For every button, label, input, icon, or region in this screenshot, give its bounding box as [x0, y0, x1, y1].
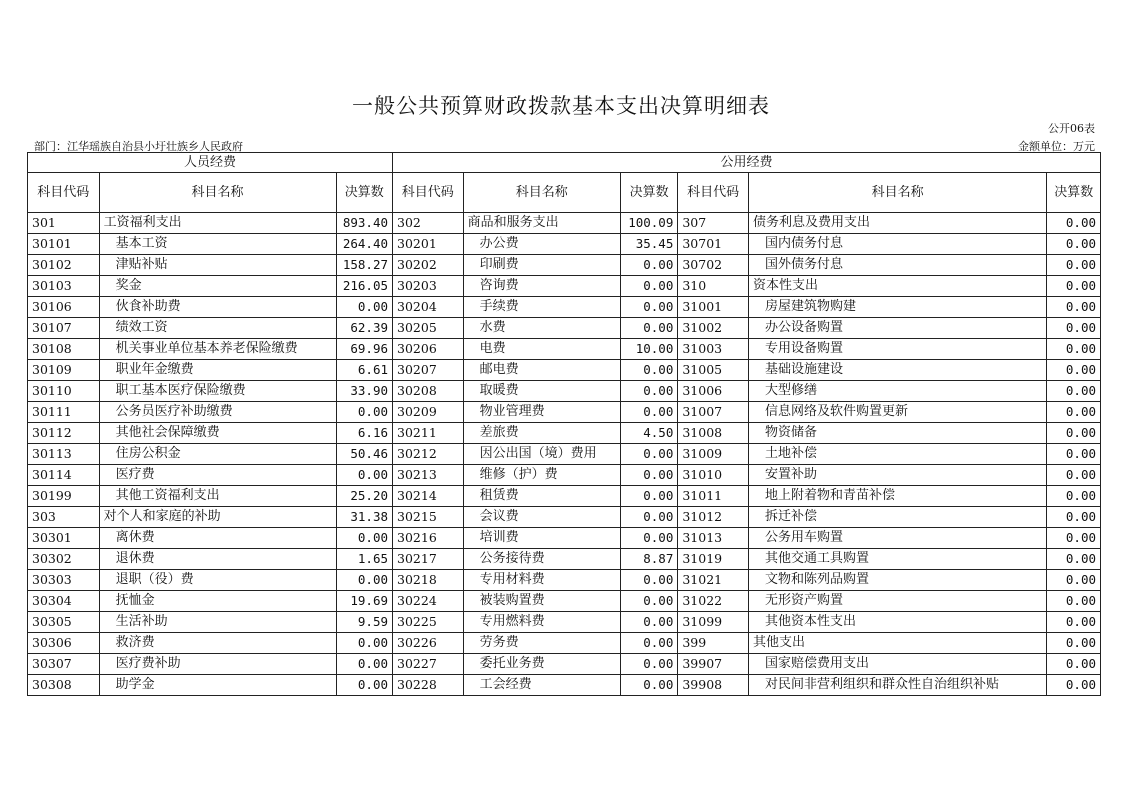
table-row [28, 213, 1101, 234]
cell-amount: 0.00 [336, 654, 392, 675]
cell-code: 39908 [678, 675, 749, 696]
cell-amount: 0.00 [1047, 402, 1101, 423]
cell-code: 30110 [28, 381, 100, 402]
cell-name: 抚恤金 [99, 591, 336, 612]
cell-code: 30209 [393, 402, 464, 423]
cell-amount: 0.00 [620, 297, 677, 318]
cell-name: 因公出国（境）费用 [463, 444, 620, 465]
table-row [28, 276, 1101, 297]
cell-amount: 0.00 [620, 612, 677, 633]
cell-code: 30301 [28, 528, 100, 549]
cell-name: 专用燃料费 [463, 612, 620, 633]
cell-name: 培训费 [463, 528, 620, 549]
cell-amount: 0.00 [1047, 213, 1101, 234]
cell-amount: 0.00 [620, 570, 677, 591]
cell-amount: 0.00 [620, 318, 677, 339]
cell-amount: 0.00 [620, 528, 677, 549]
cell-amount: 0.00 [1047, 318, 1101, 339]
cell-name: 工会经费 [463, 675, 620, 696]
cell-name: 公务用车购置 [748, 528, 1046, 549]
cell-amount: 1.65 [336, 549, 392, 570]
cell-code: 30225 [393, 612, 464, 633]
cell-name: 津贴补贴 [99, 255, 336, 276]
cell-amount: 0.00 [620, 402, 677, 423]
cell-amount: 0.00 [336, 570, 392, 591]
cell-name: 医疗费补助 [99, 654, 336, 675]
cell-name: 会议费 [463, 507, 620, 528]
cell-amount: 6.16 [336, 423, 392, 444]
table-row [28, 381, 1101, 402]
cell-code: 30202 [393, 255, 464, 276]
cell-name: 债务利息及费用支出 [748, 213, 1046, 234]
cell-amount: 0.00 [336, 402, 392, 423]
cell-name: 住房公积金 [99, 444, 336, 465]
cell-name: 专用设备购置 [748, 339, 1046, 360]
table-row [28, 507, 1101, 528]
cell-code: 31003 [678, 339, 749, 360]
cell-name: 大型修缮 [748, 381, 1046, 402]
cell-name: 其他支出 [748, 633, 1046, 654]
table-row [28, 234, 1101, 255]
cell-name: 公务员医疗补助缴费 [99, 402, 336, 423]
cell-amount: 9.59 [336, 612, 392, 633]
table-body [28, 213, 1101, 696]
cell-code: 30218 [393, 570, 464, 591]
cell-name: 邮电费 [463, 360, 620, 381]
col-header-code: 科目代码 [28, 173, 100, 213]
cell-name: 机关事业单位基本养老保险缴费 [99, 339, 336, 360]
cell-amount: 0.00 [620, 591, 677, 612]
cell-name: 取暖费 [463, 381, 620, 402]
cell-amount: 0.00 [1047, 528, 1101, 549]
cell-code: 30227 [393, 654, 464, 675]
cell-amount: 0.00 [620, 633, 677, 654]
cell-name: 劳务费 [463, 633, 620, 654]
col-header-code: 科目代码 [678, 173, 749, 213]
amount-unit-label: 金额单位：万元 [1018, 140, 1095, 153]
cell-amount: 0.00 [620, 255, 677, 276]
cell-code: 30111 [28, 402, 100, 423]
cell-amount: 0.00 [1047, 570, 1101, 591]
cell-amount: 0.00 [1047, 591, 1101, 612]
cell-name: 电费 [463, 339, 620, 360]
table-row [28, 297, 1101, 318]
cell-amount: 0.00 [620, 654, 677, 675]
cell-amount: 8.87 [620, 549, 677, 570]
cell-name: 职工基本医疗保险缴费 [99, 381, 336, 402]
cell-amount: 0.00 [1047, 339, 1101, 360]
cell-code: 30217 [393, 549, 464, 570]
cell-amount: 0.00 [1047, 360, 1101, 381]
cell-code: 31022 [678, 591, 749, 612]
cell-name: 文物和陈列品购置 [748, 570, 1046, 591]
cell-code: 301 [28, 213, 100, 234]
cell-code: 30305 [28, 612, 100, 633]
cell-name: 水费 [463, 318, 620, 339]
cell-amount: 264.40 [336, 234, 392, 255]
cell-code: 30102 [28, 255, 100, 276]
department-label: 部门：江华瑶族自治县小圩壮族乡人民政府 [34, 140, 243, 153]
cell-amount: 893.40 [336, 213, 392, 234]
cell-name: 伙食补助费 [99, 297, 336, 318]
cell-name: 物资储备 [748, 423, 1046, 444]
cell-name: 拆迁补偿 [748, 507, 1046, 528]
table-row [28, 444, 1101, 465]
cell-name: 工资福利支出 [99, 213, 336, 234]
cell-code: 30303 [28, 570, 100, 591]
cell-amount: 0.00 [1047, 612, 1101, 633]
cell-amount: 0.00 [1047, 297, 1101, 318]
cell-name: 被装购置费 [463, 591, 620, 612]
cell-code: 30214 [393, 486, 464, 507]
cell-name: 信息网络及软件购置更新 [748, 402, 1046, 423]
cell-amount: 0.00 [336, 297, 392, 318]
cell-amount: 4.50 [620, 423, 677, 444]
table-row [28, 339, 1101, 360]
table-row [28, 402, 1101, 423]
cell-amount: 0.00 [1047, 549, 1101, 570]
cell-code: 30226 [393, 633, 464, 654]
cell-name: 差旅费 [463, 423, 620, 444]
cell-code: 30224 [393, 591, 464, 612]
cell-code: 31011 [678, 486, 749, 507]
cell-code: 30114 [28, 465, 100, 486]
cell-code: 30304 [28, 591, 100, 612]
cell-code: 31005 [678, 360, 749, 381]
cell-code: 30702 [678, 255, 749, 276]
cell-amount: 0.00 [620, 360, 677, 381]
cell-code: 30201 [393, 234, 464, 255]
cell-name: 其他工资福利支出 [99, 486, 336, 507]
cell-amount: 0.00 [336, 633, 392, 654]
cell-name: 奖金 [99, 276, 336, 297]
cell-name: 资本性支出 [748, 276, 1046, 297]
cell-amount: 0.00 [1047, 444, 1101, 465]
form-number: 公开06表 [1048, 122, 1095, 135]
cell-amount: 6.61 [336, 360, 392, 381]
col-header-amount: 决算数 [1047, 173, 1101, 213]
table-row [28, 486, 1101, 507]
cell-amount: 33.90 [336, 381, 392, 402]
cell-name: 医疗费 [99, 465, 336, 486]
table-row [28, 549, 1101, 570]
cell-name: 对民间非营利组织和群众性自治组织补贴 [748, 675, 1046, 696]
table-row [28, 528, 1101, 549]
cell-code: 30101 [28, 234, 100, 255]
col-header-name: 科目名称 [463, 173, 620, 213]
cell-amount: 0.00 [620, 507, 677, 528]
cell-name: 物业管理费 [463, 402, 620, 423]
col-header-amount: 决算数 [620, 173, 677, 213]
cell-amount: 0.00 [1047, 465, 1101, 486]
cell-name: 咨询费 [463, 276, 620, 297]
cell-name: 房屋建筑物购建 [748, 297, 1046, 318]
cell-amount: 0.00 [1047, 276, 1101, 297]
cell-code: 31099 [678, 612, 749, 633]
cell-name: 委托业务费 [463, 654, 620, 675]
cell-name: 退休费 [99, 549, 336, 570]
table-row [28, 675, 1101, 696]
cell-code: 302 [393, 213, 464, 234]
cell-amount: 0.00 [620, 276, 677, 297]
cell-code: 30306 [28, 633, 100, 654]
cell-amount: 25.20 [336, 486, 392, 507]
cell-amount: 0.00 [1047, 381, 1101, 402]
cell-code: 31021 [678, 570, 749, 591]
table-row [28, 633, 1101, 654]
cell-code: 30208 [393, 381, 464, 402]
cell-name: 租赁费 [463, 486, 620, 507]
cell-name: 其他资本性支出 [748, 612, 1046, 633]
cell-code: 31001 [678, 297, 749, 318]
cell-code: 30701 [678, 234, 749, 255]
cell-amount: 100.09 [620, 213, 677, 234]
cell-name: 无形资产购置 [748, 591, 1046, 612]
cell-amount: 0.00 [336, 675, 392, 696]
cell-code: 30204 [393, 297, 464, 318]
cell-code: 30215 [393, 507, 464, 528]
cell-code: 30108 [28, 339, 100, 360]
cell-name: 基本工资 [99, 234, 336, 255]
group-header-personnel: 人员经费 [28, 153, 393, 173]
cell-name: 国家赔偿费用支出 [748, 654, 1046, 675]
group-header-public: 公用经费 [393, 153, 1101, 173]
cell-name: 地上附着物和青苗补偿 [748, 486, 1046, 507]
cell-code: 30308 [28, 675, 100, 696]
expenditure-detail-table [27, 152, 1101, 696]
cell-amount: 0.00 [1047, 633, 1101, 654]
cell-name: 商品和服务支出 [463, 213, 620, 234]
cell-amount: 0.00 [620, 675, 677, 696]
cell-code: 303 [28, 507, 100, 528]
cell-name: 公务接待费 [463, 549, 620, 570]
cell-name: 国外债务付息 [748, 255, 1046, 276]
cell-amount: 158.27 [336, 255, 392, 276]
cell-code: 31010 [678, 465, 749, 486]
cell-name: 其他交通工具购置 [748, 549, 1046, 570]
cell-name: 对个人和家庭的补助 [99, 507, 336, 528]
cell-code: 31013 [678, 528, 749, 549]
cell-code: 30207 [393, 360, 464, 381]
cell-name: 退职（役）费 [99, 570, 336, 591]
cell-code: 307 [678, 213, 749, 234]
col-header-name: 科目名称 [99, 173, 336, 213]
cell-amount: 10.00 [620, 339, 677, 360]
cell-code: 30109 [28, 360, 100, 381]
cell-code: 31002 [678, 318, 749, 339]
cell-amount: 0.00 [1047, 486, 1101, 507]
cell-amount: 0.00 [620, 486, 677, 507]
cell-code: 30302 [28, 549, 100, 570]
table-row [28, 570, 1101, 591]
cell-code: 30113 [28, 444, 100, 465]
cell-name: 基础设施建设 [748, 360, 1046, 381]
cell-name: 生活补助 [99, 612, 336, 633]
col-header-amount: 决算数 [336, 173, 392, 213]
cell-code: 30228 [393, 675, 464, 696]
cell-amount: 0.00 [620, 444, 677, 465]
cell-code: 30199 [28, 486, 100, 507]
cell-name: 其他社会保障缴费 [99, 423, 336, 444]
cell-code: 31008 [678, 423, 749, 444]
cell-code: 30212 [393, 444, 464, 465]
page-title: 一般公共预算财政拨款基本支出决算明细表 [352, 94, 770, 118]
cell-name: 印刷费 [463, 255, 620, 276]
cell-code: 31007 [678, 402, 749, 423]
col-header-name: 科目名称 [748, 173, 1046, 213]
cell-amount: 216.05 [336, 276, 392, 297]
cell-name: 办公费 [463, 234, 620, 255]
cell-code: 30107 [28, 318, 100, 339]
cell-amount: 0.00 [1047, 423, 1101, 444]
cell-amount: 31.38 [336, 507, 392, 528]
cell-name: 安置补助 [748, 465, 1046, 486]
table-row [28, 423, 1101, 444]
table-row [28, 255, 1101, 276]
cell-amount: 0.00 [1047, 654, 1101, 675]
cell-amount: 69.96 [336, 339, 392, 360]
cell-code: 30307 [28, 654, 100, 675]
cell-amount: 50.46 [336, 444, 392, 465]
cell-amount: 35.45 [620, 234, 677, 255]
cell-code: 399 [678, 633, 749, 654]
cell-name: 手续费 [463, 297, 620, 318]
cell-code: 30112 [28, 423, 100, 444]
cell-code: 30106 [28, 297, 100, 318]
cell-name: 维修（护）费 [463, 465, 620, 486]
cell-code: 30213 [393, 465, 464, 486]
cell-code: 30216 [393, 528, 464, 549]
cell-name: 专用材料费 [463, 570, 620, 591]
cell-name: 土地补偿 [748, 444, 1046, 465]
cell-name: 办公设备购置 [748, 318, 1046, 339]
cell-amount: 0.00 [620, 381, 677, 402]
cell-code: 30203 [393, 276, 464, 297]
cell-amount: 0.00 [336, 528, 392, 549]
table-row [28, 612, 1101, 633]
cell-code: 30103 [28, 276, 100, 297]
table-row [28, 465, 1101, 486]
cell-amount: 0.00 [336, 465, 392, 486]
table-row [28, 591, 1101, 612]
cell-code: 31019 [678, 549, 749, 570]
cell-name: 助学金 [99, 675, 336, 696]
cell-code: 31009 [678, 444, 749, 465]
cell-code: 31012 [678, 507, 749, 528]
cell-amount: 19.69 [336, 591, 392, 612]
cell-code: 31006 [678, 381, 749, 402]
cell-name: 救济费 [99, 633, 336, 654]
cell-amount: 0.00 [1047, 234, 1101, 255]
col-header-code: 科目代码 [393, 173, 464, 213]
cell-name: 国内债务付息 [748, 234, 1046, 255]
cell-code: 310 [678, 276, 749, 297]
cell-amount: 0.00 [1047, 507, 1101, 528]
cell-amount: 0.00 [620, 465, 677, 486]
cell-code: 39907 [678, 654, 749, 675]
cell-name: 离休费 [99, 528, 336, 549]
table-row [28, 654, 1101, 675]
cell-amount: 0.00 [1047, 255, 1101, 276]
cell-amount: 62.39 [336, 318, 392, 339]
table-row [28, 318, 1101, 339]
cell-name: 绩效工资 [99, 318, 336, 339]
cell-code: 30211 [393, 423, 464, 444]
table-row [28, 360, 1101, 381]
cell-code: 30206 [393, 339, 464, 360]
cell-code: 30205 [393, 318, 464, 339]
cell-amount: 0.00 [1047, 675, 1101, 696]
cell-name: 职业年金缴费 [99, 360, 336, 381]
